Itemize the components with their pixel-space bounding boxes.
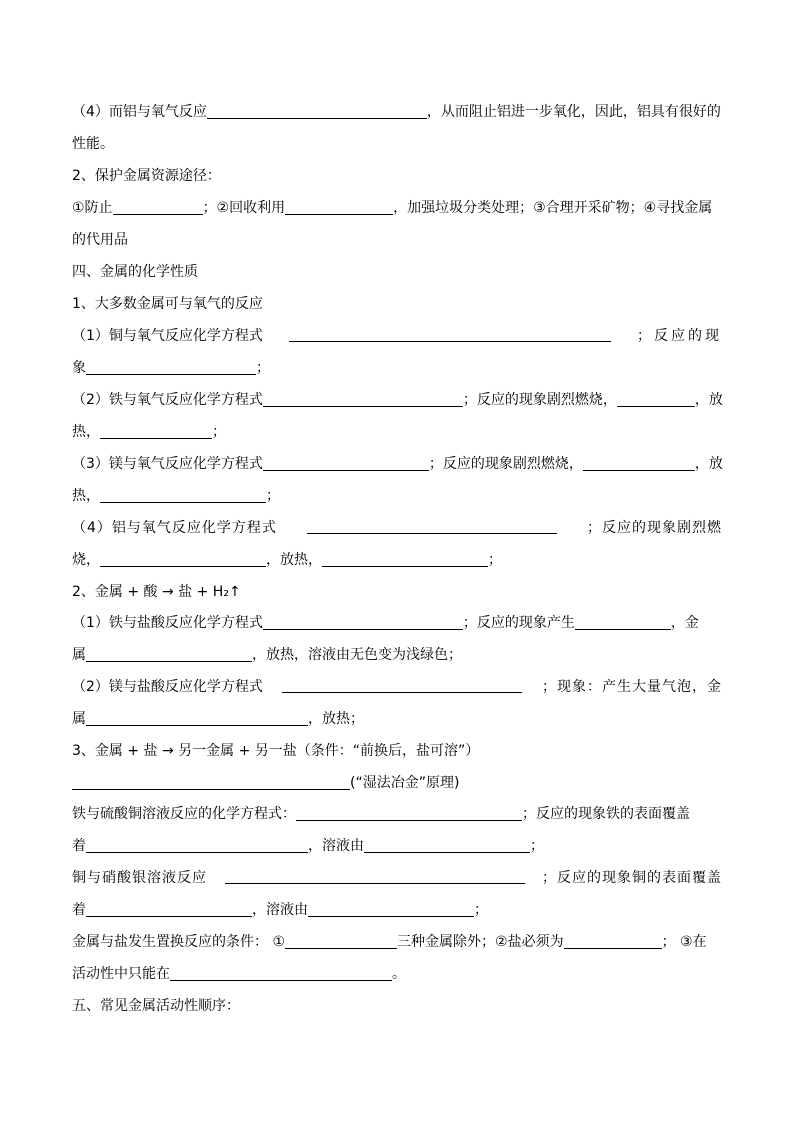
- text-line: [72, 101, 722, 123]
- text-line: [72, 963, 722, 985]
- text-segment: ；: [474, 902, 488, 918]
- blank-field[interactable]: [86, 709, 308, 726]
- section-heading: [72, 581, 722, 603]
- text-segment: ，放热，溶液由无色变为浅绿色；: [252, 647, 462, 663]
- blank-field[interactable]: [263, 613, 463, 630]
- text-line: [72, 389, 722, 411]
- text-segment: ；: [256, 360, 270, 376]
- blank-field[interactable]: [583, 454, 695, 471]
- text-segment: ，放热，: [266, 552, 322, 568]
- text-segment: ；反应的现象剧烈燃: [586, 520, 722, 536]
- text-segment: ；反应的现象剧烈燃烧，: [462, 392, 617, 408]
- text-segment: ；反应的现: [636, 328, 722, 344]
- text-line: [72, 931, 722, 953]
- text-line: [72, 517, 722, 539]
- text-segment: ，放: [694, 456, 723, 472]
- text-line: [72, 485, 722, 507]
- blank-field[interactable]: [86, 645, 252, 662]
- blank-field[interactable]: [296, 804, 522, 821]
- text-segment: ，放: [694, 392, 723, 408]
- text-segment: 属: [72, 711, 86, 727]
- blank-field[interactable]: [113, 198, 203, 215]
- text-segment: （4）而铝与氧气反应: [72, 104, 207, 120]
- blank-field[interactable]: [364, 836, 530, 853]
- text-segment: 的代用品: [72, 232, 128, 248]
- text-segment: ；: [212, 424, 226, 440]
- text-line: [72, 549, 722, 571]
- blank-field[interactable]: [100, 486, 266, 503]
- text-line: [72, 453, 722, 475]
- text-line: [72, 325, 722, 347]
- blank-field[interactable]: [617, 390, 695, 407]
- text-segment: （4）铝与氧气反应化学方程式: [72, 520, 277, 536]
- text-segment: ；: [488, 552, 502, 568]
- text-line: [72, 612, 722, 634]
- text-segment: 3、金属 + 盐 → 另一金属 + 另一盐（条件：“前换后，盐可溶”）: [72, 743, 480, 759]
- text-segment: 四、金属的化学性质: [72, 264, 198, 280]
- text-segment: 性能。: [72, 136, 114, 152]
- text-segment: 烧，: [72, 552, 100, 568]
- text-segment: ；反应的现象铜的表面覆盖: [542, 870, 722, 886]
- blank-field[interactable]: [170, 964, 392, 981]
- text-segment: 热，: [72, 424, 100, 440]
- text-segment: (“湿法冶金”原理): [350, 775, 460, 791]
- text-line: [72, 197, 722, 219]
- text-line: [72, 133, 722, 155]
- text-segment: ；②回收利用: [202, 200, 286, 216]
- text-line: [72, 676, 722, 698]
- blank-field[interactable]: [322, 550, 488, 567]
- blank-field[interactable]: [307, 517, 557, 534]
- section-heading: [72, 165, 722, 187]
- text-line: [72, 835, 722, 857]
- section-heading: [72, 995, 722, 1017]
- text-segment: ； ③在: [661, 934, 707, 950]
- text-segment: 铁与硫酸铜溶液反应的化学方程式：: [72, 806, 296, 822]
- text-line: [72, 357, 722, 379]
- text-segment: 2、保护金属资源途径：: [72, 168, 221, 184]
- text-segment: （1）铜与氧气反应化学方程式: [72, 328, 263, 344]
- text-segment: ，金: [670, 615, 699, 631]
- blank-field[interactable]: [100, 550, 266, 567]
- text-line: [72, 803, 722, 825]
- text-segment: ，溶液由: [252, 902, 308, 918]
- text-segment: 着: [72, 902, 86, 918]
- text-segment: ①防止: [72, 200, 113, 216]
- text-segment: （1）铁与盐酸反应化学方程式: [72, 615, 263, 631]
- text-segment: 金属与盐发生置换反应的条件： ①: [72, 934, 286, 950]
- text-segment: 象: [72, 360, 86, 376]
- text-segment: （2）镁与盐酸反应化学方程式: [72, 679, 263, 695]
- text-line: [72, 867, 722, 889]
- blank-field[interactable]: [285, 198, 393, 215]
- text-segment: ；现象：产生大量气泡，金: [541, 679, 722, 695]
- text-line: [72, 708, 722, 730]
- text-segment: （3）镁与氧气反应化学方程式: [72, 456, 263, 472]
- text-segment: 活动性中只能在: [72, 966, 170, 982]
- text-segment: 1、大多数金属可与氧气的反应: [72, 296, 263, 312]
- section-heading: [72, 293, 722, 315]
- text-segment: ，从而阻止铝进一步氧化，因此，铝具有很好的: [426, 104, 721, 120]
- text-segment: 属: [72, 647, 86, 663]
- text-segment: 着: [72, 838, 86, 854]
- blank-field[interactable]: [86, 358, 256, 375]
- text-line: [72, 421, 722, 443]
- text-segment: ；反应的现象剧烈燃烧，: [428, 456, 583, 472]
- text-segment: ；: [530, 838, 544, 854]
- blank-field[interactable]: [263, 454, 429, 471]
- text-segment: （2）铁与氧气反应化学方程式: [72, 392, 263, 408]
- blank-field[interactable]: [225, 867, 525, 884]
- text-segment: ，溶液由: [308, 838, 364, 854]
- text-segment: ；: [266, 488, 280, 504]
- blank-field[interactable]: [72, 773, 350, 790]
- blank-field[interactable]: [564, 932, 662, 949]
- text-segment: ；反应的现象产生: [462, 615, 575, 631]
- blank-field[interactable]: [308, 900, 474, 917]
- text-line: [72, 899, 722, 921]
- section-heading: [72, 261, 722, 283]
- text-segment: 2、金属 + 酸 → 盐 + H₂↑: [72, 584, 241, 600]
- blank-field[interactable]: [86, 900, 252, 917]
- text-segment: ，加强垃圾分类处理；③合理开采矿物；④寻找金属: [393, 200, 713, 216]
- text-line: [72, 644, 722, 666]
- blank-field[interactable]: [575, 613, 671, 630]
- text-segment: 铜与硝酸银溶液反应: [72, 870, 207, 886]
- blank-field[interactable]: [285, 932, 397, 949]
- text-line: [72, 772, 722, 794]
- blank-field[interactable]: [282, 676, 522, 693]
- blank-field[interactable]: [86, 836, 308, 853]
- text-segment: 五、常见金属活动性顺序：: [72, 998, 240, 1014]
- text-segment: 三种金属除外；②盐必须为: [397, 934, 564, 950]
- text-segment: ；反应的现象铁的表面覆盖: [522, 806, 690, 822]
- blank-field[interactable]: [289, 325, 611, 342]
- blank-field[interactable]: [207, 102, 427, 119]
- text-segment: 热，: [72, 488, 100, 504]
- text-segment: 。: [392, 966, 406, 982]
- blank-field[interactable]: [100, 422, 212, 439]
- section-heading: [72, 740, 722, 762]
- text-segment: ，放热；: [308, 711, 364, 727]
- blank-field[interactable]: [263, 390, 463, 407]
- text-line: [72, 229, 722, 251]
